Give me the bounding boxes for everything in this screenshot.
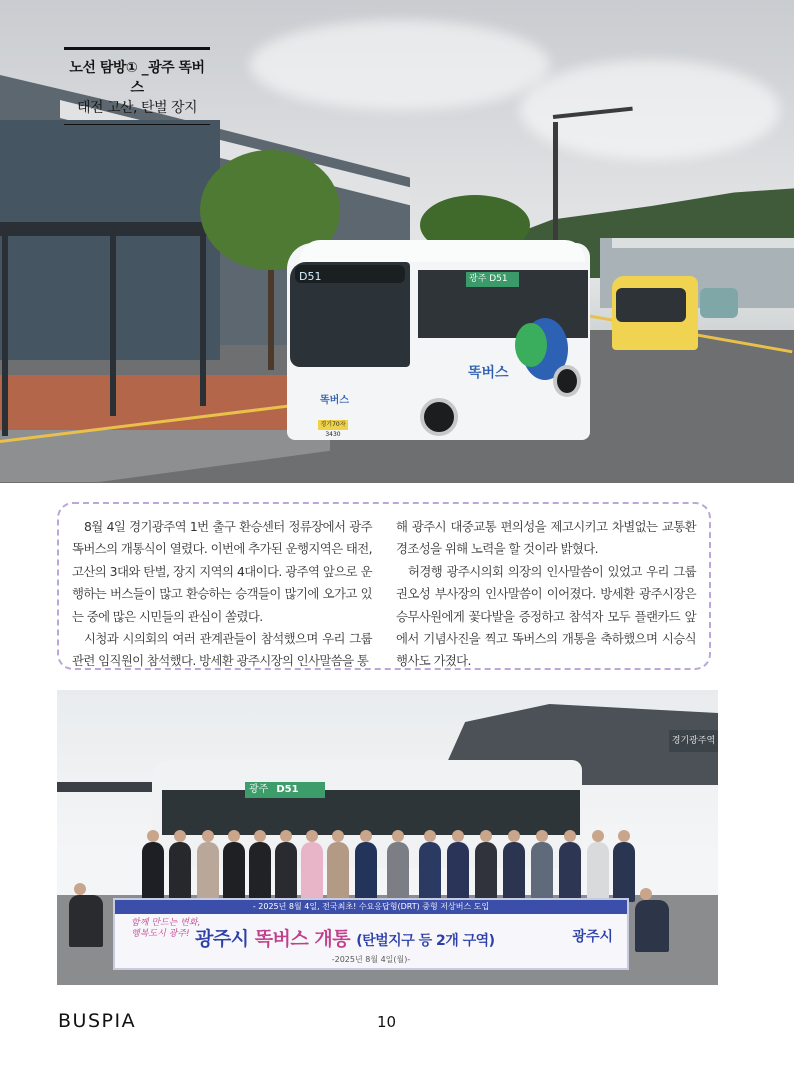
banner-title-open: 개통 bbox=[314, 928, 351, 950]
bus-sign-route: D51 bbox=[276, 784, 299, 795]
yellow-bus-window bbox=[616, 288, 686, 322]
attendee-with-flowers bbox=[355, 842, 377, 902]
shelter-post bbox=[200, 236, 206, 406]
attendee-head bbox=[536, 830, 548, 842]
attendee-head bbox=[640, 888, 652, 900]
cloud bbox=[520, 60, 780, 160]
cloud bbox=[250, 20, 550, 110]
attendee bbox=[301, 842, 323, 902]
attendee-head bbox=[480, 830, 492, 842]
banner-slogan-line: 함께 만드는 변화, bbox=[131, 918, 201, 928]
opening-banner bbox=[113, 898, 629, 970]
kneeling-attendee bbox=[69, 895, 103, 947]
attendee-head bbox=[360, 830, 372, 842]
bus-windows bbox=[162, 790, 580, 835]
article-paragraph: 시청과 시의회의 여러 관계관들이 참석했으며 우리 그룹 관련 임직원이 참석했다. 방세환 광주시장의 인사말씀을 통 bbox=[72, 631, 372, 669]
bus-route-sign bbox=[245, 782, 325, 798]
article-heading bbox=[64, 47, 210, 125]
article-paragraph: 8월 4일 경기광주역 1번 출구 환승센터 정류장에서 광주 똑버스의 개통식이 열렸다. 이번에 추가된 운행지역은 태전, 고산의 3대와 탄벌, 장지 지역의 4대이다. 광주역 앞으로 운행하는 버스들이 많고 환승하는 승객들이 많기에 오가고 있는 중에 많은 시민들의 관심이 쏠렸다. bbox=[72, 519, 372, 624]
shelter-post bbox=[110, 236, 116, 416]
banner-slogan bbox=[131, 918, 200, 940]
banner-title-city: 광주시 bbox=[195, 928, 249, 950]
attendee bbox=[197, 842, 219, 902]
attendee-head bbox=[564, 830, 576, 842]
attendee-head bbox=[254, 830, 266, 842]
attendee-head bbox=[174, 830, 186, 842]
attendee-head bbox=[147, 830, 159, 842]
attendee-head bbox=[452, 830, 464, 842]
attendee-head bbox=[618, 830, 630, 842]
bus-wheel bbox=[553, 365, 581, 397]
attendee bbox=[249, 842, 271, 902]
page-number: 10 bbox=[377, 1013, 397, 1031]
attendee bbox=[587, 842, 609, 902]
attendee-head bbox=[306, 830, 318, 842]
article-text-box bbox=[57, 502, 711, 670]
top-photo bbox=[0, 0, 794, 483]
group-photo bbox=[57, 690, 718, 985]
bus-livery-green bbox=[515, 323, 547, 367]
attendee bbox=[419, 842, 441, 902]
street-lamp bbox=[553, 122, 558, 252]
article-paragraph: 허경행 광주시의회 의장의 인사말씀이 있었고 우리 그룹 권오성 부사장의 인사말씀이 이어졌다. 방세환 광주시장은 승무사원에게 꽃다발을 증정하고 참석자 모두 플랜카드 앞에서 기념사진을 찍고 똑버스의 개통을 축하했으며 시승식 행사도 가졌다. bbox=[396, 563, 696, 669]
bus-sign-prefix: 광주 bbox=[249, 784, 269, 795]
attendee bbox=[387, 842, 409, 902]
attendee bbox=[142, 842, 164, 902]
heading-subtitle: 태전 고산, 탄벌 장지 bbox=[77, 100, 197, 116]
attendee bbox=[169, 842, 191, 902]
attendee bbox=[223, 842, 245, 902]
far-bus bbox=[700, 288, 738, 318]
attendee-head bbox=[392, 830, 404, 842]
banner-title-service: 똑버스 bbox=[254, 928, 309, 950]
main-bus-front-sign: D51 bbox=[295, 265, 405, 283]
main-bus-roof bbox=[300, 240, 585, 262]
banner-top-line: - 2025년 8월 4일, 전국최초! 수요응답형(DRT) 중형 저상버스 도입 bbox=[115, 900, 627, 914]
gwangju-city-logo: 광주시 bbox=[572, 929, 613, 945]
far-station-roof bbox=[612, 238, 794, 248]
attendee bbox=[613, 842, 635, 902]
heading-title: 노선 탐방① _광주 똑버스 bbox=[69, 60, 205, 96]
bus-front-logo: 똑버스 bbox=[320, 395, 349, 406]
article-column-left bbox=[72, 516, 372, 673]
banner-date: -2025년 8월 4일(월)- bbox=[331, 955, 411, 964]
banner-slogan-line: 행복도시 광주! bbox=[131, 929, 190, 939]
bus-wheel bbox=[420, 398, 458, 436]
attendee-head bbox=[508, 830, 520, 842]
main-bus-side-sign: 광주 D51 bbox=[466, 272, 519, 287]
attendee-head bbox=[424, 830, 436, 842]
article-paragraph: 해 광주시 대중교통 편의성을 제고시키고 차별없는 교통환경조성을 위해 노력을 할 것이라 밝혔다. bbox=[396, 519, 696, 557]
attendee-head bbox=[74, 883, 86, 895]
banner-title-area: (탄벌지구 등 2개 구역) bbox=[356, 933, 495, 949]
attendee-head bbox=[202, 830, 214, 842]
station-sign: 경기광주역 bbox=[669, 730, 718, 752]
bus-side-logo: 똑버스 bbox=[468, 365, 509, 381]
shelter-post bbox=[2, 236, 8, 436]
attendee bbox=[531, 842, 553, 902]
attendee bbox=[327, 842, 349, 902]
attendee bbox=[559, 842, 581, 902]
attendee-head bbox=[228, 830, 240, 842]
license-plate: 경기70자3430 bbox=[318, 420, 348, 430]
attendee bbox=[503, 842, 525, 902]
banner-title bbox=[195, 924, 495, 951]
attendee-head bbox=[332, 830, 344, 842]
attendee bbox=[447, 842, 469, 902]
attendee-head bbox=[592, 830, 604, 842]
attendee bbox=[475, 842, 497, 902]
kneeling-attendee bbox=[635, 900, 669, 952]
attendee-head bbox=[280, 830, 292, 842]
magazine-brand: BUSPIA bbox=[58, 1010, 137, 1032]
heading-rule bbox=[64, 47, 210, 50]
attendee bbox=[275, 842, 297, 902]
article-column-right bbox=[396, 516, 696, 673]
heading-rule-bottom bbox=[64, 124, 210, 125]
